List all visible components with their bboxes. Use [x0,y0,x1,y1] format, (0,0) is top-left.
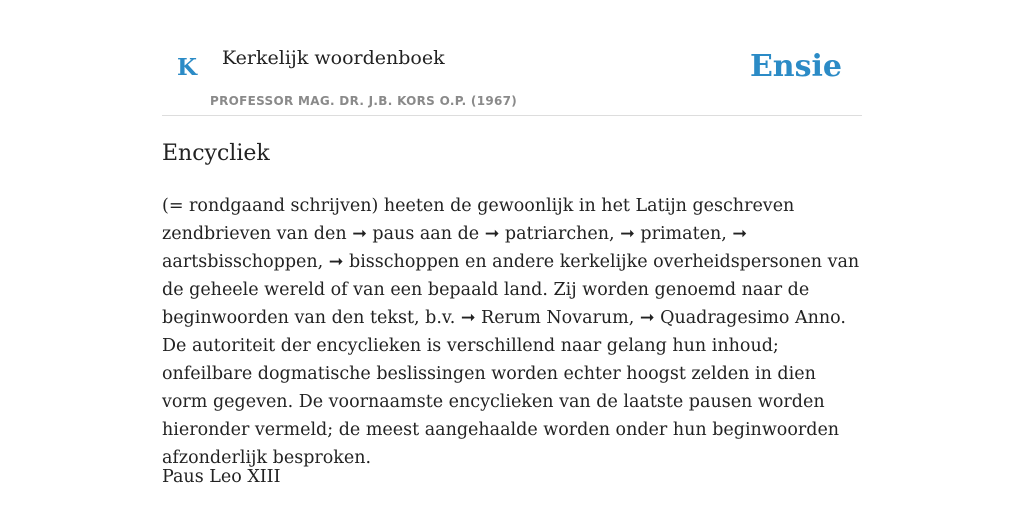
book-author: PROFESSOR MAG. DR. J.B. KORS O.P. (1967) [210,94,518,108]
entry-body: (= rondgaand schrijven) heeten de gewoonlijk in het Latijn geschreven zendbrieven van den ➞ paus aan de ➞ patriarchen, ➞ primaten, ➞ aartsbisschoppen, ➞ bisschoppen en andere kerkelijke overheidspersonen van de geheele wereld of van een bepaald land. Zij worden genoemd naar de beginwoorden van den tekst, b.v. ➞ Rerum Novarum, ➞ Quadragesimo Anno. De autoriteit der encyclieken is verschillend naar gelang hun inhoud; onfeilbare dogmatische beslissingen worden echter hoogst zelden in dien vorm gegeven. De voornaamste encyclieken van de laatste pausen worden hieronder vermeld; de meest aangehaalde worden onder hun beginwoorden afzonderlijk besproken. [162,196,860,468]
brand-logo[interactable]: Ensie [749,49,842,84]
book-title[interactable]: Kerkelijk woordenboek [222,47,445,69]
entry-headword: Encycliek [162,141,270,166]
entry-subheading: Paus Leo XIII [162,467,281,487]
page-header [162,0,862,116]
page-content [162,0,862,487]
book-logo[interactable]: K [177,54,197,81]
